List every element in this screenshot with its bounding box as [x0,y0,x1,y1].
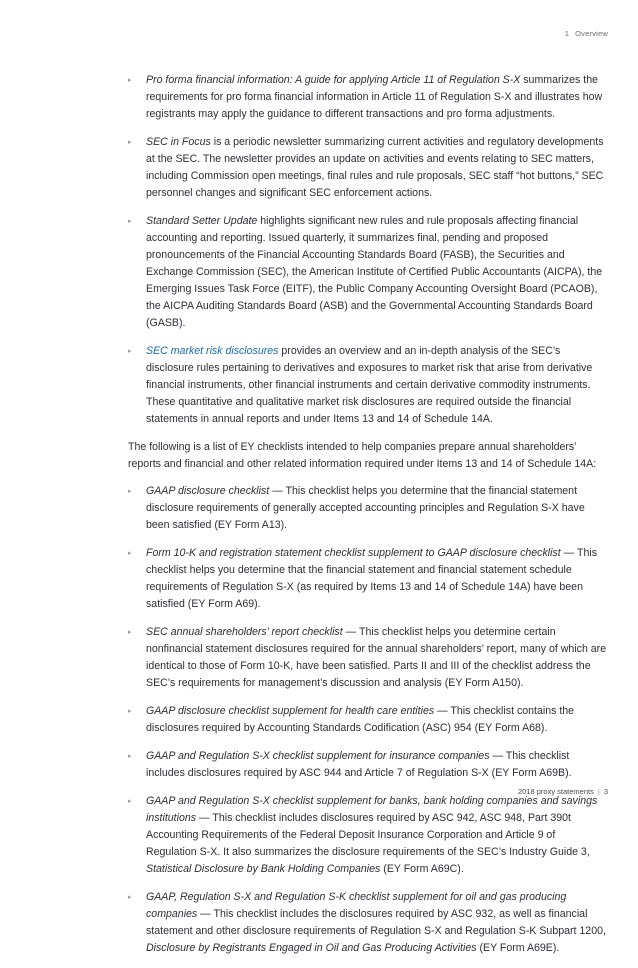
section-title: Overview [575,29,608,38]
item-text: is a periodic newsletter summarizing current activities and regulatory developments at the SEC. The newsletter provides an update on activities and events relating to SEC matters, including Commission open meetings, final rules and rule proposals, SEC staff “hot buttons,” SEC personnel changes and significant SEC enforcement actions. [146,136,604,199]
list-item [128,545,608,613]
footer-separator: | [597,787,600,796]
item-text-end: (EY Form A69C). [380,863,464,875]
item-title: SEC in Focus [146,136,211,148]
item-title: GAAP disclosure checklist supplement for health care entities [146,705,435,717]
section-number: 1 [564,29,570,38]
item-text: highlights significant new rules and rule proposals affecting financial accounting and reporting. Issued quarterly, it summarizes final, pending and proposed pronouncements of the Financial Accounting Standards Board (FASB), the Securities and Exchange Commission (SEC), the American Institute of Certified Public Accountants (AICPA), the Emerging Issues Task Force (EITF), the Public Company Accounting Oversight Board (PCAOB), the AICPA Auditing Standards Board (ASB) and the Governmental Accounting Standards Board (GASB). [146,215,603,329]
bullet-icon: ▸ [128,488,132,495]
item-title: GAAP disclosure checklist [146,485,270,497]
item-title: Standard Setter Update [146,215,258,227]
list-item [128,793,608,878]
list-item [128,748,608,782]
checklists-list [128,483,608,957]
bullet-icon: ▸ [128,629,132,636]
list-item [128,213,608,332]
footer-label: 2018 proxy statements [517,787,594,796]
bullet-icon: ▸ [128,798,132,805]
sec-market-risk-link[interactable]: SEC market risk disclosures [146,345,279,357]
item-title: GAAP and Regulation S-X checklist supplement for banks, bank holding companies and savings institutions [146,795,598,824]
list-item [128,624,608,692]
item-title: GAAP and Regulation S-X checklist supplement for insurance companies [146,750,490,762]
bullet-icon: ▸ [128,708,132,715]
item-text: — This checklist includes disclosures required by ASC 942, ASC 948, Part 390t Accounting Requirements of the Federal Deposit Insurance Corporation and Article 9 of Regulation S-X. It also summarizes the disclosure requirements of the SEC’s Industry Guide 3, [146,812,590,858]
item-text: — This checklist contains the disclosures required by Accounting Standards Codification (ASC) 954 (EY Form A68). [146,705,575,734]
checklist-intro: The following is a list of EY checklists intended to help companies prepare annual shareholders’ reports and financial and other related information required under Items 13 and 14 of Schedule 14A: [128,441,597,470]
main-content [128,72,608,968]
item-title: Pro forma financial information: A guide for applying Article 11 of Regulation S-X [146,74,521,86]
item-text: summarizes the requirements for pro forma financial information in Article 11 of Regulation S-X and illustrates how registrants may apply the guidance to different transactions and pro forma adjustments. [146,74,603,120]
page-footer [518,787,608,796]
publications-list [128,72,608,428]
bullet-icon: ▸ [128,894,132,901]
list-item [128,889,608,957]
list-item [128,72,608,123]
bullet-icon: ▸ [128,77,132,84]
bullet-icon: ▸ [128,139,132,146]
bullet-icon: ▸ [128,218,132,225]
item-title: SEC annual shareholders’ report checklist [146,626,343,638]
page-header [565,29,608,38]
item-text: — This checklist helps you determine certain nonfinancial statement disclosures required for the annual shareholders’ report, many of which are identical to those of Form 10-K, have been satisfied. Parts II and III of the checklist address the SEC’s requirements for management’s discussion and analysis (EY Form A150). [146,626,607,689]
list-item [128,703,608,737]
bullet-icon: ▸ [128,348,132,355]
item-text: provides an overview and an in-depth analysis of the SEC’s disclosure rules pertaining to derivatives and exposures to market risk that arise from derivative financial instruments, other financial instruments and certain derivative commodity instruments. These quantitative and qualitative market risk disclosures are required outside the financial statements in annual reports and under Items 13 and 14 of Schedule 14A. [146,345,593,425]
list-item [128,343,608,428]
item-title: Form 10-K and registration statement checklist supplement to GAAP disclosure checklist [146,547,561,559]
item-text: — This checklist helps you determine that the financial statement disclosure requirements of generally accepted accounting principles and Regulation S-X have been satisfied (EY Form A13). [146,485,585,531]
item-text-end: (EY Form A69E). [476,942,560,954]
page-number: 3 [603,787,608,796]
bullet-icon: ▸ [128,753,132,760]
bullet-icon: ▸ [128,550,132,557]
item-text: — This checklist includes the disclosures required by ASC 932, as well as financial statement and other disclosure requirements of Regulation S-X and Regulation S-K Subpart 1200, [146,908,606,937]
list-item [128,134,608,202]
item-title: GAAP, Regulation S-X and Regulation S-K checklist supplement for oil and gas producing companies [146,891,567,920]
item-text: — This checklist helps you determine that the financial statement and financial statement schedule requirements of Regulation S-X (as required by Items 13 and 14 of Schedule 14A) have been satisfied (EY Form A69). [146,547,598,610]
item-text: — This checklist includes disclosures required by ASC 944 and Article 7 of Regulation S-X (EY Form A69B). [146,750,572,779]
guide-title: Disclosure by Registrants Engaged in Oil and Gas Producing Activities [146,942,477,954]
list-item [128,483,608,534]
guide-title: Statistical Disclosure by Bank Holding Companies [146,863,381,875]
